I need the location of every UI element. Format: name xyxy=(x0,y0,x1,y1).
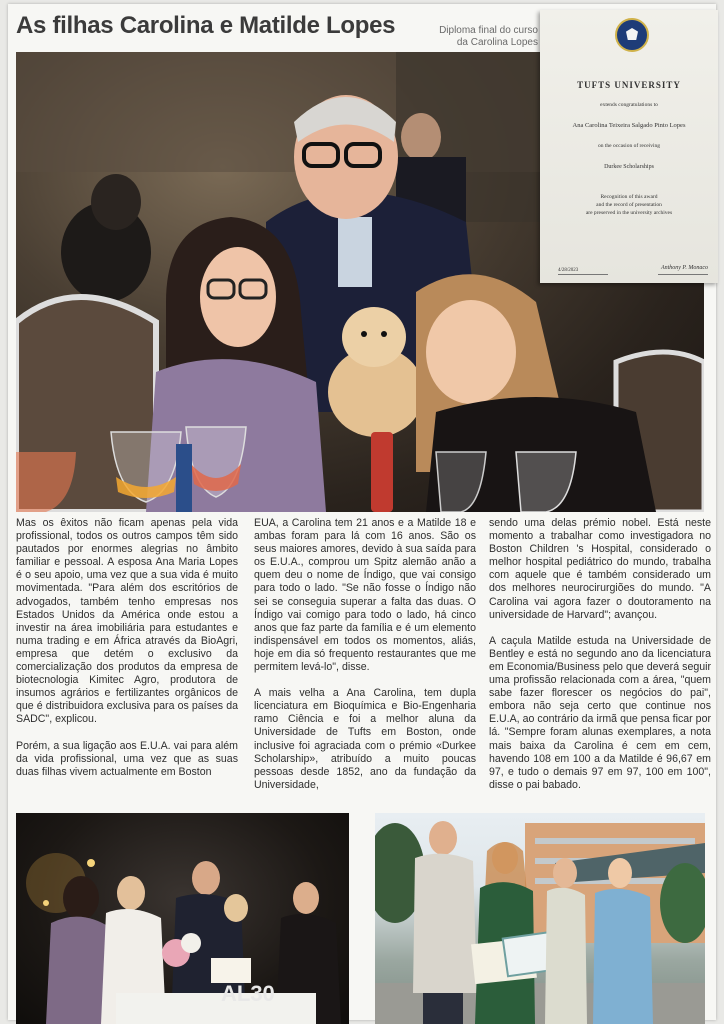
diploma-award: Durkee Scholarships xyxy=(604,164,654,170)
body-paragraph: A caçula Matilde estuda na Universidade de Bentley e está no segundo ano da licenciatura em Economia/Business pelo que deverá seguir uma profissão relacionada com a área, "quem sabe fazer florescer os negócios do pai", embora não seja certo que continue nos E.U.A, ao contrário da irmã que pensa ficar por lá. "Sempre foram alunas exemplares, a nota mais baixa da Carolina é cem em cem, havendo 108 em 100 a da Matilde é 96,67 em 97, e tudo o demais 97 em 97, 100 em 100", disse o pai babado. xyxy=(489,634,711,791)
body-column-2 xyxy=(254,517,476,805)
body-paragraph: EUA, a Carolina tem 21 anos e a Matilde 18 e ambas foram para lá com 16 anos. São os seus maiores amores, devido à sua saída para os E.U.A., comprou um Spitz alemão anão a quem deu o nome de Índigo, que vai consigo para todo o lado. "Se não fosse o Índigo não sei se conseguia superar a falta das duas. O Índigo vai comigo para todo o lado, há cinco anos que faz parte da família e é um elemento indispensável em todos os momentos, aliás, hoje em dia só frequento restaurantes que me permitem levá-lo", disse. xyxy=(254,517,476,674)
balloon-numbers: AL30 xyxy=(221,981,275,1006)
diploma-university: TUFTS UNIVERSITY xyxy=(577,80,681,90)
university-seal-icon xyxy=(615,18,649,52)
caption-line-2: da Carolina Lopes xyxy=(456,37,538,48)
diploma-rule-right xyxy=(658,274,708,275)
body-column-1 xyxy=(16,517,238,792)
diploma-record xyxy=(540,193,718,217)
diploma-date: 4/28/2023 xyxy=(558,268,579,273)
graduation-photo xyxy=(375,813,705,1024)
body-paragraph: Mas os êxitos não ficam apenas pela vida profissional, todos os outros campos têm sido pautados por enormes alegrias no âmbito familiar e pessoal. A esposa Ana Maria Lopes é o seu apoio, uma vez que a sua vida é muito movimentada. "Para além dos escritórios de advogados, também tenho empresas nos Estados Unidos da América onde estou a investir na área imobiliária para estudantes e numa trading e em África através da BioAgri, empresa que detém o exclusivo da comercialização dos produtos da empresa de biotecnologia Kimitec Agro, produtora de insumos agrários e fertilizantes orgânicos de que é distribuidora exclusiva para os países da SADC", explicou. xyxy=(16,517,238,726)
body-paragraph: sendo uma delas prémio nobel. Está neste momento a trabalhar como investigadora no Boston Children 's Hospital, considerado o melhor hospital pediátrico do mundo, trabalha com aquele que é também considerado um dos melhores neurocirurgiões do mundo. "A Carolina vai agora fazer o doutoramento na universidade de Harvard"; avançou. xyxy=(489,517,711,621)
diploma-image xyxy=(540,10,718,283)
article-headline: As filhas Carolina e Matilde Lopes xyxy=(16,12,396,39)
body-column-3 xyxy=(489,517,711,805)
diploma-record-line-3: are preserved in the university archives xyxy=(585,210,673,216)
body-paragraph: A mais velha a Ana Carolina, tem dupla licenciatura em Bioquímica e Bio-Engenharia ramo Ciência e foi a melhor aluna da Universidade de Tufts em Boston, onde inclusive foi agraciada com o prémio «Durkee Scholarship», atribuído a muito poucas pessoas desde 1852, ano da fundação da Universidade, xyxy=(254,687,476,791)
caption-line-1: Diploma final do curso xyxy=(439,25,538,36)
diploma-recipient: Ana Carolina Teixeira Salgado Pinto Lopes xyxy=(572,122,686,129)
diploma-rule-left xyxy=(558,274,608,275)
body-paragraph: Porém, a sua ligação aos E.U.A. vai para além da vida profissional, uma vez que as suas duas filhas vivem actualmente em Boston xyxy=(16,739,238,778)
party-photo xyxy=(16,813,349,1024)
diploma-signature: Anthony P. Monaco xyxy=(660,265,708,271)
party-photo-illustration xyxy=(16,813,349,1024)
diploma-occasion: on the occasion of receiving xyxy=(597,143,660,149)
graduation-photo-illustration xyxy=(375,813,705,1024)
diploma-caption xyxy=(410,25,538,49)
diploma-record-line-1: Recognition of this award xyxy=(600,194,658,200)
diploma-record-line-2: and the record of presentation xyxy=(596,202,662,208)
diploma-extends: extends congratulations to xyxy=(600,102,658,108)
